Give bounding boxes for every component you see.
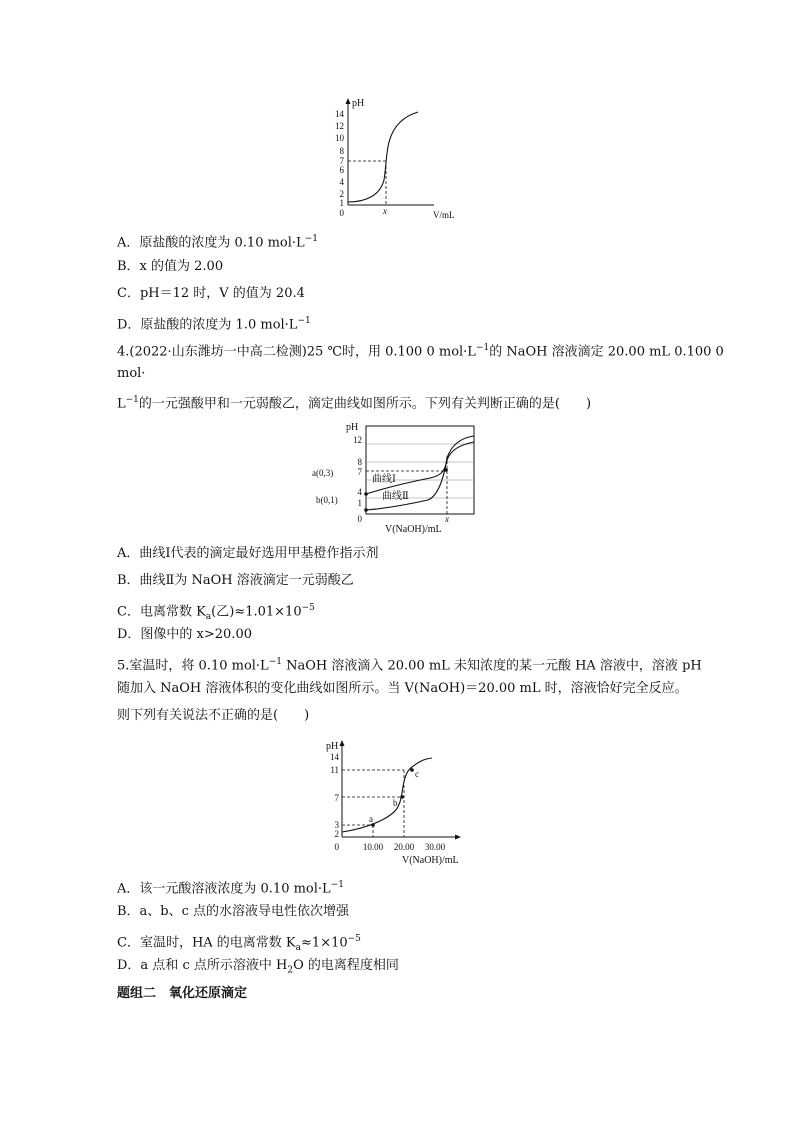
x-axis-arrow	[455, 835, 461, 840]
x-axis-title: V(NaOH)/mL	[402, 855, 459, 866]
q4-option-c: C．电离常数 $K_a$(乙)$\approx 1.01\times 10^{-5}$	[117, 603, 315, 622]
curve-2-label: 曲线Ⅱ	[382, 491, 409, 502]
point-b-label: b(0,1)	[316, 495, 338, 505]
x-axis-title: V(NaOH)/mL	[385, 524, 442, 535]
x-axis-title: V/mL	[433, 210, 455, 220]
q3-option-c: C．pH＝12 时，V 的值为 20.4	[117, 286, 305, 301]
figure-ha-titration	[320, 735, 480, 867]
origin-label: 0	[357, 514, 362, 524]
y-tick-4: 4	[357, 487, 362, 497]
y-tick-4: 4	[339, 177, 344, 187]
x-mark: x	[383, 206, 387, 216]
point-a-label: a(0,3)	[312, 468, 334, 478]
x-tick-30: 30.00	[424, 842, 446, 852]
titration-curve	[348, 112, 418, 202]
q4-option-d: D．图像中的 x>20.00	[117, 627, 252, 642]
q4-stem-line2: mol·	[117, 366, 146, 381]
y-axis-arrow	[340, 740, 345, 746]
y-tick-12: 12	[335, 121, 344, 131]
q4-stem-line3: $L^{-1}$的一元强酸甲和一元弱酸乙，滴定曲线如图所示。下列有关判断正确的是( )	[117, 395, 592, 412]
curve-1-label: 曲线Ⅰ	[372, 474, 396, 485]
point-b-marker	[364, 508, 368, 512]
y-tick-3: 3	[334, 820, 339, 830]
y-tick-8: 8	[339, 146, 344, 156]
q5-option-c: C．室温时，HA 的电离常数 $K_a\approx 1\times 10^{-5}$	[117, 934, 361, 953]
y-tick-6: 6	[339, 165, 344, 175]
q3-option-d: D．原盐酸的浓度为 1.0 $mol\cdot L^{-1}$	[117, 316, 311, 333]
q5-stem-line2: 随加入 NaOH 溶液体积的变化曲线如图所示。当 V(NaOH)＝20.00 mL 时，溶液恰好完全反应。	[117, 681, 688, 696]
point-b-label: b	[393, 798, 398, 808]
section-title: 题组二 氧化还原滴定	[117, 986, 248, 1001]
q3-option-b: B．x 的值为 2.00	[117, 259, 224, 274]
point-a-marker	[364, 492, 368, 496]
q4-option-a: A．曲线Ⅰ代表的滴定最好选用甲基橙作指示剂	[117, 546, 379, 561]
point-b-marker	[400, 795, 404, 799]
y-tick-8: 8	[357, 457, 362, 467]
q5-stem-line3: 则下列有关说法不正确的是( )	[117, 708, 310, 723]
point-c-marker	[410, 768, 414, 772]
x-tick-20: 20.00	[393, 842, 415, 852]
q4-stem-line1: 4.(2022·山东潍坊一中高二检测)25 ℃时，用 0.100 0 $mol\cdot L^{-1}$的 NaOH 溶液滴定 20.00 mL 0.100 0	[117, 343, 724, 360]
curve-1	[366, 442, 474, 494]
y-tick-1: 1	[339, 198, 344, 208]
q4-option-b: B．曲线Ⅱ为 NaOH 溶液滴定一元弱酸乙	[117, 573, 354, 588]
y-tick-2: 2	[334, 829, 339, 839]
figure-hcl-titration	[330, 94, 470, 220]
x-tick-10: 10.00	[362, 842, 384, 852]
y-tick-7: 7	[339, 156, 344, 166]
y-tick-1: 1	[357, 498, 362, 508]
q5-option-d: D．a 点和 c 点所示溶液中 $H_2O$ 的电离程度相同	[117, 958, 399, 976]
origin-label: 0	[339, 208, 344, 218]
y-tick-12: 12	[353, 435, 362, 445]
y-tick-14: 14	[330, 752, 339, 762]
q5-stem-line1: 5.室温时，将 0.10 $mol\cdot L^{-1}$ NaOH 溶液滴入 20.00 mL 未知浓度的某一元酸 HA 溶液中，溶液 pH	[117, 657, 702, 674]
y-axis-title: pH	[346, 422, 359, 433]
y-tick-14: 14	[335, 109, 344, 119]
y-axis-arrow	[346, 98, 351, 104]
q5-option-b: B．a、b、c 点的水溶液导电性依次增强	[117, 904, 350, 919]
point-c-label: c	[415, 769, 419, 779]
y-axis-title: pH	[352, 98, 365, 109]
figure-acid-comparison	[310, 418, 490, 536]
x-mark: x	[445, 514, 449, 524]
origin-label: 0	[334, 842, 339, 852]
y-axis-title: pH	[326, 741, 339, 752]
y-tick-7: 7	[334, 793, 339, 803]
q3-option-a: A．原盐酸的浓度为 0.10 $mol\cdot L^{-1}$	[117, 234, 318, 251]
y-tick-11: 11	[330, 765, 339, 775]
point-a-label: a	[369, 814, 373, 824]
equivalence-point-marker	[444, 468, 448, 472]
y-tick-10: 10	[335, 133, 344, 143]
y-tick-7: 7	[357, 467, 362, 477]
y-tick-2: 2	[339, 189, 344, 199]
q5-option-a: A．该一元酸溶液浓度为 0.10 $mol\cdot L^{-1}$	[117, 880, 344, 897]
